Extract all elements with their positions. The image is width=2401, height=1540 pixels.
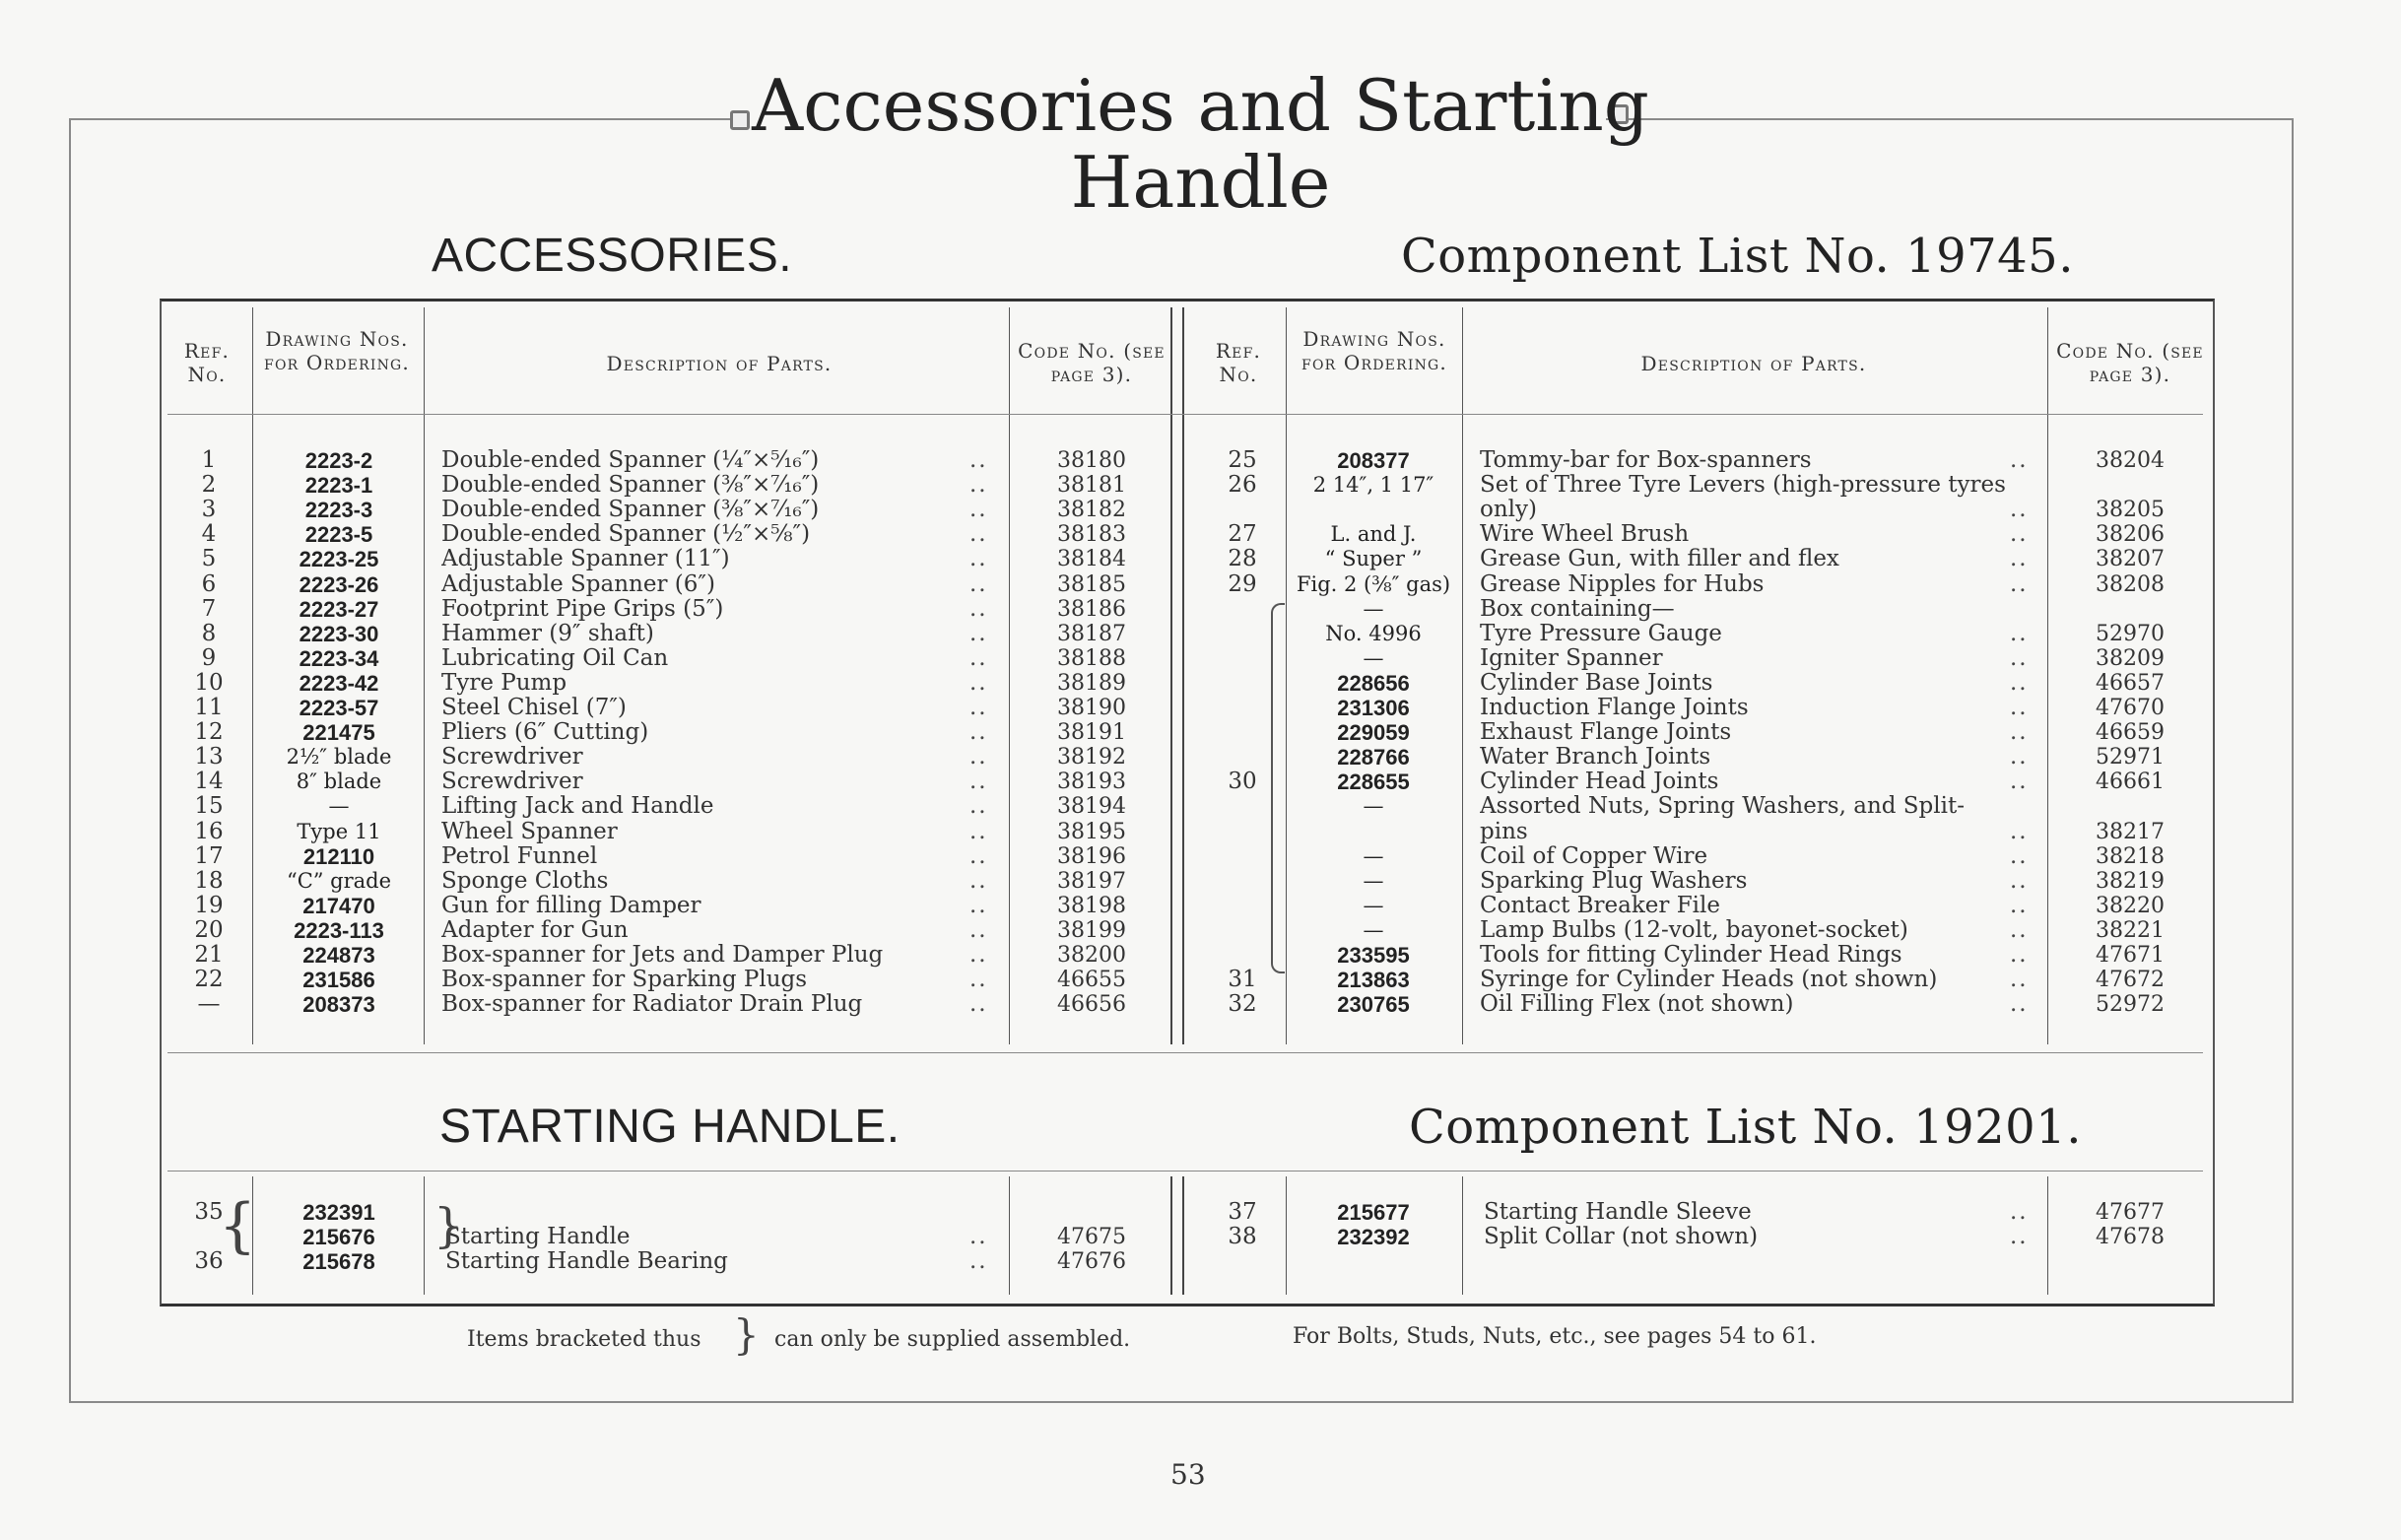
part-description: Gun for filling Damper <box>441 893 701 918</box>
part-description: Igniter Spanner <box>1480 645 1663 671</box>
ref-number: 11 <box>194 695 224 720</box>
leader-dots: .. <box>2010 695 2029 720</box>
ref-number: 26 <box>1228 472 1257 499</box>
code-number: 47678 <box>2096 1225 2165 1249</box>
drawing-number: 232391 <box>302 1200 375 1225</box>
drawing-number: No. 4996 <box>1325 621 1422 645</box>
code-number: 38218 <box>2096 843 2165 869</box>
part-description: Footprint Pipe Grips (5″) <box>441 596 724 622</box>
part-description: Set of Three Tyre Levers (high-pressure tyres <box>1480 473 2006 499</box>
ref-number: 29 <box>1228 570 1257 597</box>
drawing-number: 2223-57 <box>299 696 379 720</box>
ref-number: 22 <box>194 967 224 993</box>
code-number: 46657 <box>2096 670 2165 696</box>
leader-dots: .. <box>2010 644 2029 671</box>
ref-number: 21 <box>194 942 224 968</box>
drawing-number: 224873 <box>302 943 375 968</box>
ref-number: 3 <box>201 497 217 523</box>
drawing-number: 2223-42 <box>299 670 379 696</box>
drawing-number: — <box>1363 645 1384 670</box>
assembly-brace: } <box>434 1198 464 1253</box>
header-drawing: Drawing Nos. for Ordering. <box>264 327 410 374</box>
ref-brace-35: { <box>219 1191 257 1260</box>
part-description: Lifting Jack and Handle <box>441 794 714 820</box>
drawing-number: “ Super ” <box>1324 547 1423 571</box>
leader-dots: .. <box>2010 744 2029 770</box>
part-description: Starting Handle <box>445 1225 631 1249</box>
code-number: 38181 <box>1057 473 1126 499</box>
ref-number: 30 <box>1228 769 1257 795</box>
code-number: 38195 <box>1057 819 1126 844</box>
part-description: Exhaust Flange Joints <box>1480 720 1732 746</box>
drawing-number: 2 14″, 1 17″ <box>1312 473 1434 498</box>
code-number: 38180 <box>1057 448 1126 473</box>
ref-number: 19 <box>194 892 224 918</box>
page-number: 53 <box>1170 1458 1206 1491</box>
part-description: Adjustable Spanner (11″) <box>441 547 730 572</box>
leader-dots: .. <box>2010 1224 2029 1249</box>
col-rule <box>1009 1176 1010 1295</box>
code-number: 38188 <box>1057 645 1126 671</box>
leader-dots: .. <box>2010 867 2029 894</box>
leader-dots: .. <box>969 942 988 968</box>
ref-number: 38 <box>1228 1224 1257 1249</box>
bracket-symbol: } <box>733 1310 760 1359</box>
part-description: Double-ended Spanner (½″×⅝″) <box>441 522 811 548</box>
leader-dots: .. <box>2010 991 2029 1018</box>
drawing-number: Fig. 2 (⅜″ gas) <box>1296 571 1451 596</box>
drawing-number: 228766 <box>1337 745 1410 770</box>
code-number: 38186 <box>1057 596 1126 622</box>
leader-dots: .. <box>2010 916 2029 943</box>
code-number: 38205 <box>2096 498 2165 523</box>
drawing-number: 228656 <box>1337 670 1410 696</box>
part-description: pins <box>1480 819 1528 844</box>
col-rule <box>1462 1176 1463 1295</box>
drawing-number: 231306 <box>1337 696 1410 720</box>
code-number: 47670 <box>2096 696 2165 720</box>
leader-dots: .. <box>969 991 988 1018</box>
drawing-number: — <box>1363 843 1384 868</box>
ref-number: 12 <box>194 719 224 746</box>
ref-number: 5 <box>201 546 217 572</box>
drawing-number: 229059 <box>1337 720 1410 746</box>
code-number: 38184 <box>1057 547 1126 572</box>
header-description: Description of Parts. <box>606 352 833 375</box>
header-description: Description of Parts. <box>1640 352 1867 375</box>
part-description: Screwdriver <box>441 770 583 795</box>
code-number: 52971 <box>2096 745 2165 770</box>
drawing-number: 2223-30 <box>299 621 379 646</box>
ref-number: 16 <box>194 818 224 844</box>
part-description: Lubricating Oil Can <box>441 645 669 671</box>
ref-number: 4 <box>201 521 217 548</box>
leader-dots: .. <box>969 842 988 869</box>
part-description: Tyre Pump <box>441 670 567 696</box>
ref-number: 37 <box>1228 1199 1257 1225</box>
col-rule <box>1286 307 1287 1044</box>
ref-number: — <box>197 991 221 1018</box>
col-rule <box>2047 1176 2048 1295</box>
part-description: Box-spanner for Radiator Drain Plug <box>441 992 863 1018</box>
code-number: 38220 <box>2096 893 2165 918</box>
footer-note-assembled: can only be supplied assembled. <box>774 1327 1131 1352</box>
code-number: 38206 <box>2096 522 2165 548</box>
drawing-number: 213863 <box>1337 968 1410 993</box>
drawing-number: 231586 <box>302 968 375 993</box>
code-number: 52972 <box>2096 992 2165 1018</box>
code-number: 47676 <box>1057 1249 1126 1274</box>
ref-number: 20 <box>194 916 224 943</box>
page-title-line2: Handle <box>1070 141 1331 224</box>
leader-dots: .. <box>969 1248 988 1274</box>
leader-dots: .. <box>2010 842 2029 869</box>
col-rule <box>1009 307 1010 1044</box>
drawing-number: 233595 <box>1337 943 1410 968</box>
ref-number: 6 <box>201 570 217 597</box>
leader-dots: .. <box>2010 818 2029 844</box>
drawing-number: 2223-26 <box>299 571 379 597</box>
ref-number: 25 <box>1228 447 1257 473</box>
col-rule <box>2047 307 2048 1044</box>
drawing-number: 2223-27 <box>299 596 379 622</box>
box-bracket <box>1271 603 1285 973</box>
code-number: 38187 <box>1057 621 1126 646</box>
part-description: Adjustable Spanner (6″) <box>441 571 715 597</box>
drawing-number: 2½″ blade <box>286 745 392 770</box>
part-description: Oil Filling Flex (not shown) <box>1480 992 1794 1018</box>
leader-dots: .. <box>969 818 988 844</box>
code-number: 47677 <box>2096 1200 2165 1225</box>
code-number: 38199 <box>1057 917 1126 943</box>
code-number: 38219 <box>2096 868 2165 894</box>
leader-dots: .. <box>969 595 988 622</box>
part-description: Tyre Pressure Gauge <box>1480 621 1722 646</box>
ref-number: 9 <box>201 644 217 671</box>
leader-dots: .. <box>969 644 988 671</box>
leader-dots: .. <box>969 620 988 646</box>
code-number: 38189 <box>1057 670 1126 696</box>
code-number: 38183 <box>1057 522 1126 548</box>
leader-dots: .. <box>2010 942 2029 968</box>
drawing-number: — <box>1363 917 1384 942</box>
drawing-number: L. and J. <box>1330 522 1417 547</box>
leader-dots: .. <box>2010 719 2029 746</box>
leader-dots: .. <box>969 1224 988 1249</box>
col-rule <box>1462 307 1463 1044</box>
drawing-number: 215676 <box>302 1225 375 1249</box>
drawing-number: 2223-113 <box>294 917 384 943</box>
part-description: Hammer (9″ shaft) <box>441 621 654 646</box>
ref-number: 18 <box>194 867 224 894</box>
leader-dots: .. <box>969 793 988 820</box>
code-number: 38209 <box>2096 645 2165 671</box>
drawing-number: 208373 <box>302 992 375 1018</box>
part-description: Sponge Cloths <box>441 868 609 894</box>
part-description: Cylinder Head Joints <box>1480 770 1719 795</box>
starting-handle-component-list: Component List No. 19201. <box>1409 1100 2082 1155</box>
col-rule <box>1286 1176 1287 1295</box>
drawing-number: 221475 <box>302 720 375 746</box>
part-description: Starting Handle Sleeve <box>1484 1200 1752 1225</box>
starting-handle-heading: STARTING HANDLE. <box>439 1101 900 1153</box>
leader-dots: .. <box>2010 669 2029 696</box>
drawing-number: — <box>1363 794 1384 819</box>
ref-number: 17 <box>194 842 224 869</box>
part-description: Petrol Funnel <box>441 843 598 869</box>
part-description: Water Branch Joints <box>1480 745 1711 770</box>
code-number: 38191 <box>1057 720 1126 746</box>
code-number: 46655 <box>1057 968 1126 993</box>
part-description: Contact Breaker File <box>1480 893 1721 918</box>
leader-dots: .. <box>969 892 988 918</box>
drawing-number: — <box>1363 893 1384 917</box>
code-number: 47675 <box>1057 1225 1126 1249</box>
ref-number: 31 <box>1228 967 1257 993</box>
ref-number: 27 <box>1228 521 1257 548</box>
leader-dots: .. <box>969 769 988 795</box>
code-number: 52970 <box>2096 621 2165 646</box>
leader-dots: .. <box>2010 546 2029 572</box>
part-description: Grease Nipples for Hubs <box>1480 571 1765 597</box>
ref-number: 10 <box>194 669 224 696</box>
ref-number: 1 <box>201 447 217 473</box>
leader-dots: .. <box>2010 769 2029 795</box>
part-description: Wire Wheel Brush <box>1480 522 1690 548</box>
leader-dots: .. <box>2010 497 2029 523</box>
leader-dots: .. <box>969 719 988 746</box>
code-number: 38207 <box>2096 547 2165 572</box>
drawing-number: 8″ blade <box>296 770 382 794</box>
part-description: Adapter for Gun <box>441 917 629 943</box>
part-description: Double-ended Spanner (⅜″×⁷⁄₁₆″) <box>441 498 820 523</box>
drawing-number: 2223-34 <box>299 645 379 671</box>
accessories-component-list: Component List No. 19745. <box>1401 229 2074 284</box>
part-description: Box-spanner for Jets and Damper Plug <box>441 943 884 968</box>
drawing-number: 208377 <box>1337 448 1410 473</box>
leader-dots: .. <box>2010 447 2029 473</box>
leader-dots: .. <box>2010 620 2029 646</box>
part-description: Double-ended Spanner (¼″×⁵⁄₁₆″) <box>441 448 820 473</box>
part-description: only) <box>1480 498 1537 523</box>
leader-dots: .. <box>969 867 988 894</box>
code-number: 46656 <box>1057 992 1126 1018</box>
drawing-number: 2223-3 <box>304 498 373 523</box>
part-description: Split Collar (not shown) <box>1484 1225 1759 1249</box>
part-description: Box containing— <box>1480 596 1675 622</box>
code-number: 38198 <box>1057 893 1126 918</box>
leader-dots: .. <box>969 447 988 473</box>
footer-note-bracket: Items bracketed thus <box>467 1327 701 1352</box>
drawing-number: “C” grade <box>286 868 392 893</box>
leader-dots: .. <box>969 695 988 720</box>
part-description: Cylinder Base Joints <box>1480 670 1713 696</box>
ref-number: 7 <box>201 595 217 622</box>
drawing-number: 2223-2 <box>304 448 373 473</box>
drawing-number: 228655 <box>1337 770 1410 795</box>
part-description: Tommy-bar for Box-spanners <box>1480 448 1812 473</box>
leader-dots: .. <box>2010 892 2029 918</box>
ref-number: 36 <box>194 1248 224 1274</box>
code-number: 38221 <box>2096 917 2165 943</box>
drawing-number: 2223-1 <box>304 473 373 499</box>
leader-dots: .. <box>2010 967 2029 993</box>
leader-dots: .. <box>969 967 988 993</box>
part-description: Wheel Spanner <box>441 819 618 844</box>
leader-dots: .. <box>2010 521 2029 548</box>
part-description: Steel Chisel (7″) <box>441 696 627 720</box>
code-number: 46661 <box>2096 770 2165 795</box>
header-ref: Ref. No. <box>1215 339 1262 386</box>
drawing-number: — <box>1363 596 1384 621</box>
col-rule <box>1170 1176 1172 1295</box>
ref-number: 8 <box>201 620 217 646</box>
ref-number: 15 <box>194 793 224 820</box>
header-drawing: Drawing Nos. for Ordering. <box>1301 327 1447 374</box>
drawing-number: — <box>1363 868 1384 893</box>
leader-dots: .. <box>969 744 988 770</box>
drawing-number: — <box>328 794 350 819</box>
drawing-number: 2223-5 <box>304 522 373 548</box>
page-title: Accessories and Starting <box>752 64 1649 147</box>
drawing-number: 215677 <box>1337 1200 1410 1225</box>
section-rule <box>167 1171 2203 1172</box>
accessories-heading: ACCESSORIES. <box>432 230 793 282</box>
drawing-number: 2223-25 <box>299 547 379 572</box>
footer-note-bolts: For Bolts, Studs, Nuts, etc., see pages 54 to 61. <box>1293 1324 1817 1349</box>
part-description: Grease Gun, with filler and flex <box>1480 547 1839 572</box>
part-description: Syringe for Cylinder Heads (not shown) <box>1480 968 1938 993</box>
header-code: Code No. (see page 3). <box>2056 339 2204 386</box>
code-number: 38204 <box>2096 448 2165 473</box>
ref-number: 13 <box>194 744 224 770</box>
code-number: 38182 <box>1057 498 1126 523</box>
leader-dots: .. <box>2010 1199 2029 1225</box>
section-rule <box>167 1052 2203 1053</box>
code-number: 38190 <box>1057 696 1126 720</box>
code-number: 47671 <box>2096 943 2165 968</box>
ref-number: 2 <box>201 472 217 499</box>
leader-dots: .. <box>969 570 988 597</box>
part-description: Induction Flange Joints <box>1480 696 1749 720</box>
header-code: Code No. (see page 3). <box>1018 339 1166 386</box>
leader-dots: .. <box>969 497 988 523</box>
code-number: 38192 <box>1057 745 1126 770</box>
drawing-number: Type 11 <box>297 819 381 843</box>
ref-number: 14 <box>194 769 224 795</box>
part-description: Assorted Nuts, Spring Washers, and Split- <box>1480 794 1965 820</box>
code-number: 38194 <box>1057 794 1126 820</box>
ref-number: 32 <box>1228 991 1257 1018</box>
header-rule <box>167 414 2203 415</box>
drawing-number: 215678 <box>302 1249 375 1274</box>
code-number: 38197 <box>1057 868 1126 894</box>
leader-dots: .. <box>969 546 988 572</box>
part-description: Box-spanner for Sparking Plugs <box>441 968 808 993</box>
part-description: Coil of Copper Wire <box>1480 843 1708 869</box>
code-number: 46659 <box>2096 720 2165 746</box>
code-number: 38217 <box>2096 819 2165 844</box>
leader-dots: .. <box>969 472 988 499</box>
part-description: Screwdriver <box>441 745 583 770</box>
leader-dots: .. <box>969 669 988 696</box>
part-description: Pliers (6″ Cutting) <box>441 720 649 746</box>
ref-number: 35 <box>194 1199 224 1225</box>
part-description: Lamp Bulbs (12-volt, bayonet-socket) <box>1480 917 1908 943</box>
drawing-number: 212110 <box>302 843 375 869</box>
drawing-number: 230765 <box>1337 992 1410 1018</box>
col-rule <box>424 307 425 1044</box>
code-number: 38193 <box>1057 770 1126 795</box>
col-rule <box>1182 1176 1184 1295</box>
code-number: 47672 <box>2096 968 2165 993</box>
leader-dots: .. <box>969 916 988 943</box>
col-rule <box>1182 307 1184 1044</box>
code-number: 38200 <box>1057 943 1126 968</box>
leader-dots: .. <box>969 521 988 548</box>
part-description: Double-ended Spanner (⅜″×⁷⁄₁₆″) <box>441 473 820 499</box>
col-rule <box>1170 307 1172 1044</box>
code-number: 38208 <box>2096 571 2165 597</box>
leader-dots: .. <box>2010 570 2029 597</box>
part-description: Tools for fitting Cylinder Head Rings <box>1480 943 1902 968</box>
ref-number: 28 <box>1228 546 1257 572</box>
part-description: Sparking Plug Washers <box>1480 868 1748 894</box>
header-ref: Ref. No. <box>183 339 231 386</box>
col-rule <box>252 307 253 1044</box>
part-description: Starting Handle Bearing <box>445 1249 728 1274</box>
col-rule <box>424 1176 425 1295</box>
drawing-number: 217470 <box>302 893 375 918</box>
code-number: 38185 <box>1057 571 1126 597</box>
drawing-number: 232392 <box>1337 1225 1410 1249</box>
code-number: 38196 <box>1057 843 1126 869</box>
